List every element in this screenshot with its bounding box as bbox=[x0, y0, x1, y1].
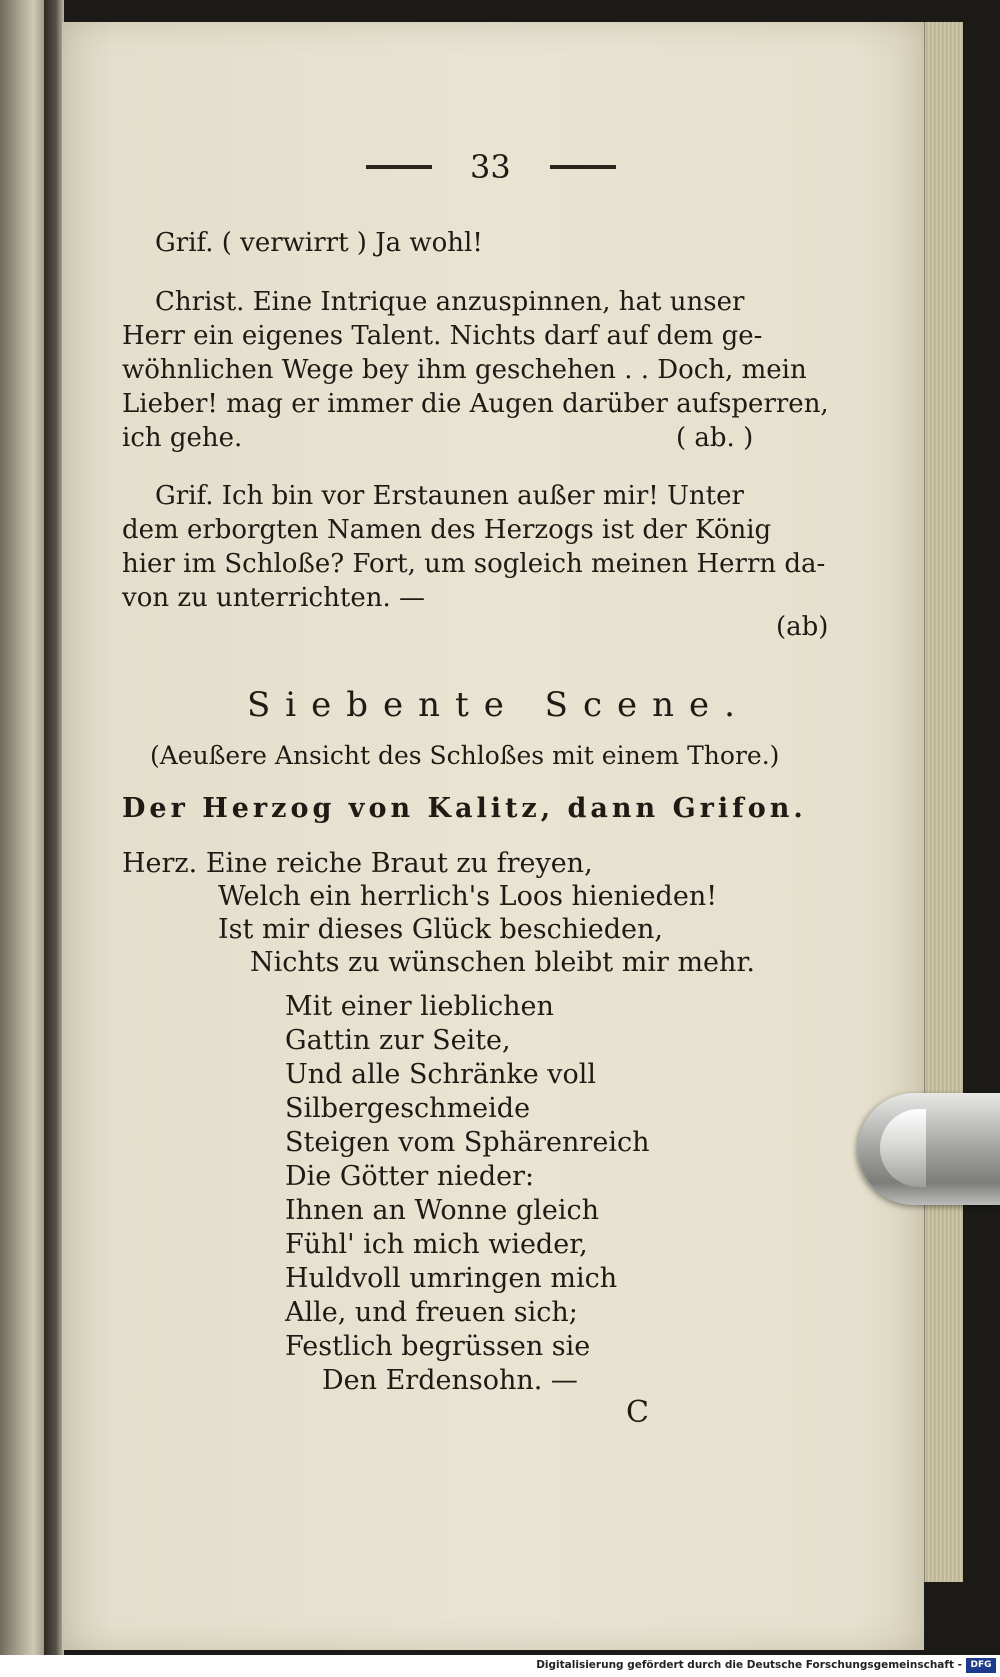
text-line: Christ. Eine Intrique anzuspinnen, hat unser bbox=[155, 287, 745, 317]
page-number: 33 bbox=[470, 148, 511, 186]
text-line: Grif. Ich bin vor Erstaunen außer mir! Unter bbox=[155, 481, 744, 511]
verse-line: Die Götter nieder: bbox=[285, 1161, 535, 1192]
scene-title: Siebente Scene. bbox=[247, 685, 750, 725]
text-line: Grif. ( verwirrt ) Ja wohl! bbox=[155, 228, 483, 258]
text-line: dem erborgten Namen des Herzogs ist der König bbox=[122, 515, 772, 545]
verse-line: Nichts zu wünschen bleibt mir mehr. bbox=[250, 947, 755, 978]
verse-line: Welch ein herrlich's Loos hienieden! bbox=[218, 881, 718, 912]
book-page bbox=[62, 22, 924, 1650]
left-page-edge bbox=[0, 0, 48, 1655]
header-rule-right bbox=[550, 165, 616, 169]
text-line: von zu unterrichten. — bbox=[122, 583, 425, 613]
verse-line: Mit einer lieblichen bbox=[285, 991, 554, 1022]
book-gutter bbox=[44, 0, 64, 1655]
verse-line: Ihnen an Wonne gleich bbox=[285, 1195, 600, 1226]
verse-line: Und alle Schränke voll bbox=[285, 1059, 597, 1090]
verse-line: Fühl' ich mich wieder, bbox=[285, 1229, 588, 1260]
text-line: Lieber! mag er immer die Augen darüber aufsperren, bbox=[122, 389, 829, 419]
page-fore-edge bbox=[924, 22, 963, 1582]
stage-direction: (ab) bbox=[776, 612, 829, 642]
verse-line: Steigen vom Sphärenreich bbox=[285, 1127, 650, 1158]
catchword: C bbox=[626, 1395, 649, 1430]
verse-line: Festlich begrüssen sie bbox=[285, 1331, 591, 1362]
text-line: wöhnlichen Wege bey ihm geschehen . . Doch, mein bbox=[122, 355, 807, 385]
scene-setting: (Aeußere Ansicht des Schloßes mit einem Thore.) bbox=[150, 741, 780, 770]
stage-direction: ( ab. ) bbox=[676, 423, 754, 453]
footer-bar bbox=[0, 1655, 1000, 1677]
dfg-logo: DFG bbox=[966, 1658, 996, 1673]
text-line: hier im Schloße? Fort, um sogleich meinen Herrn da- bbox=[122, 549, 826, 579]
verse-line: Silbergeschmeide bbox=[285, 1093, 531, 1124]
verse-line: Alle, und freuen sich; bbox=[285, 1297, 578, 1328]
verse-line: Ist mir dieses Glück beschieden, bbox=[218, 914, 663, 945]
footer-credit: Digitalisierung gefördert durch die Deutsche Forschungsgemeinschaft - bbox=[536, 1659, 962, 1671]
header-rule-left bbox=[366, 165, 432, 169]
verse-line: Huldvoll umringen mich bbox=[285, 1263, 618, 1294]
scanner-clip bbox=[858, 1093, 1000, 1205]
verse-line: Den Erdensohn. — bbox=[322, 1365, 578, 1396]
text-line: ich gehe. bbox=[122, 423, 243, 453]
text-line: Herr ein eigenes Talent. Nichts darf auf dem ge- bbox=[122, 321, 763, 351]
character-list: Der Herzog von Kalitz, dann Grifon. bbox=[122, 793, 807, 824]
verse-line: Gattin zur Seite, bbox=[285, 1025, 511, 1056]
verse-line: Herz. Eine reiche Braut zu freyen, bbox=[122, 848, 593, 879]
